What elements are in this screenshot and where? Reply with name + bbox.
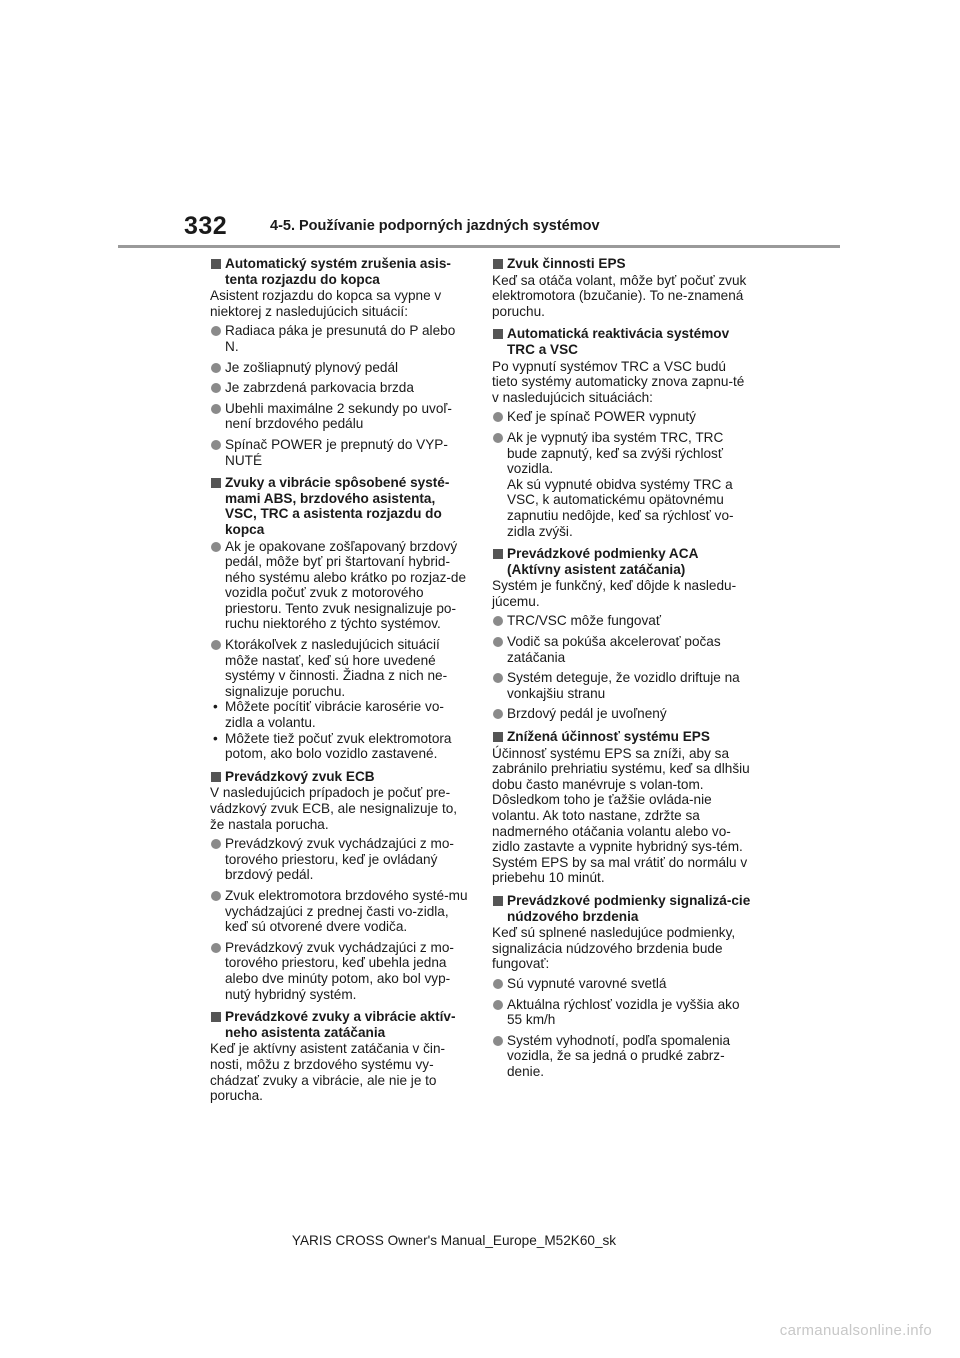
sub-item: • Môžete tiež počuť zvuk elektromotora potom, ako bolo vozidlo zastavené.: [210, 731, 468, 762]
bullet-text: Prevádzkový zvuk vychádzajúci z mo-torového priestoru, keď ubehla jedna alebo dve minúty potom, ako bol vyp-nutý hybridný systém.: [225, 939, 454, 1002]
content-section: [210, 769, 468, 1002]
section-heading: Prevádzkové podmienky signalizá-cie núdzového brzdenia: [492, 893, 754, 924]
section-paragraph: Účinnosť systému EPS sa zníži, aby sa zabránilo prehriatiu systému, keď sa dlhšiu dobu často manévruje s volan-tom. Dôsledkom toho je ťažšie ovláda-nie volantu. Ak toto nastane, zdržte sa nadmerného otáčania volantu alebo vo-zidlo zastavte a vypnite hybridný sys-tém. Systém EPS by sa mal vrátiť do normálu v priebehu 10 minút.: [492, 745, 750, 886]
section-heading: Prevádzkový zvuk ECB: [210, 769, 468, 785]
section-paragraph: Asistent rozjazdu do kopca sa vypne v niektorej z nasledujúcich situácií:: [210, 288, 442, 319]
bullet-text: Radiaca páka je presunutá do P alebo N.: [225, 323, 456, 354]
bullet-item: [492, 430, 754, 539]
bullet-list: [210, 539, 468, 762]
bullet-item: [210, 940, 468, 1002]
content-section: [492, 326, 754, 539]
bullet-item: [492, 613, 754, 629]
section-paragraph: Systém je funkčný, keď dôjde k nasledu-júcemu.: [492, 578, 737, 609]
sub-list: [210, 699, 468, 761]
section-paragraph: Keď sa otáča volant, môže byť počuť zvuk elektromotora (bzučanie). To ne-znamená poruchu.: [492, 272, 747, 319]
section-paragraph: V nasledujúcich prípadoch je počuť pre-vádzkový zvuk ECB, ale nesignalizuje to, že nastala porucha.: [210, 785, 458, 832]
bullet-text: Je zošliapnutý plynový pedál: [225, 359, 399, 375]
bullet-text: Zvuk elektromotora brzdového systé-mu vychádzajúci z prednej časti vo-zidla, keď sú otvorené dvere vodiča.: [225, 887, 468, 935]
bullet-item: [492, 1033, 754, 1080]
content-section: [492, 546, 754, 722]
bullet-text: Systém deteguje, že vozidlo driftuje na vonkajšiu stranu: [507, 670, 740, 701]
content-section: [492, 729, 754, 886]
header-rule: [118, 245, 840, 248]
bullet-item: [492, 706, 754, 722]
page-footer: [0, 1233, 960, 1248]
sub-item: • Môžete pocítiť vibrácie karosérie vo-zidla a volantu.: [210, 699, 468, 730]
bullet-item: [210, 401, 468, 432]
bullet-extra-text: Ak sú vypnuté obidva systémy TRC a VSC, k automatickému opätovnému zapnutiu nedôjde, keď sa rýchlosť vo-zidla zvýši.: [507, 476, 734, 539]
bullet-text: Brzdový pedál je uvoľnený: [507, 706, 667, 722]
bullet-list: [492, 613, 754, 722]
section-paragraph: Po vypnutí systémov TRC a VSC budú tieto systémy automaticky znova zapnu-té v nasledujúcich situáciách:: [492, 358, 745, 405]
bullet-text: Je zabrzdená parkovacia brzda: [225, 380, 414, 396]
section-heading: Zvuk činnosti EPS: [492, 256, 754, 272]
bullet-text: Keď je spínač POWER vypnutý: [507, 409, 696, 425]
bullet-item: [210, 360, 468, 376]
bullet-list: [492, 976, 754, 1080]
bullet-list: [210, 836, 468, 1002]
section-heading: Zvuky a vibrácie spôsobené systé-mami ABS, brzdového asistenta, VSC, TRC a asistenta rozjazdu do kopca: [210, 475, 468, 537]
bullet-item: [492, 976, 754, 992]
section-title: 4-5. Používanie podporných jazdných systémov: [270, 218, 600, 234]
bullet-item: [492, 670, 754, 701]
bullet-text: Spínač POWER je prepnutý do VYP-NUTÉ: [225, 436, 448, 468]
bullet-text: Ak je opakovane zošľapovaný brzdový pedál, môže byť pri štartovaní hybrid-ného systému alebo krátko po rozjaz-de vozidla počuť zvuk z motorového priestoru. Tento zvuk nesignalizuje po-ruchu niektorého z týchto systémov.: [225, 538, 467, 632]
bullet-text: Ktorákoľvek z nasledujúcich situácií môže nastať, keď sú hore uvedené systémy v činnosti. Žiadna z nich ne-signalizuje poruchu.: [225, 637, 448, 699]
bullet-list: [210, 323, 468, 468]
bullet-text: TRC/VSC môže fungovať: [507, 613, 661, 629]
bullet-item: [492, 634, 754, 665]
bullet-item: [210, 323, 468, 354]
content-section: [492, 256, 754, 319]
section-heading: Automatická reaktivácia systémov TRC a VSC: [492, 326, 754, 357]
right-column: [492, 256, 754, 1087]
section-heading: Znížená účinnosť systému EPS: [492, 729, 754, 745]
footer-text: YARIS CROSS Owner's Manual_Europe_M52K60_sk: [291, 1233, 617, 1248]
left-column: [210, 256, 468, 1111]
content-section: [210, 256, 468, 468]
bullet-text: Aktuálna rýchlosť vozidla je vyššia ako 55 km/h: [507, 996, 740, 1028]
bullet-text: Sú vypnuté varovné svetlá: [507, 975, 667, 991]
bullet-text: Systém vyhodnotí, podľa spomalenia vozidla, že sa jedná o prudké zabrz-denie.: [507, 1032, 731, 1079]
bullet-item: [210, 380, 468, 396]
section-paragraph: Keď je aktívny asistent zatáčania v čin-nosti, môžu z brzdového systému vy-chádzať zvuky a vibrácie, ale nie je to porucha.: [210, 1041, 446, 1104]
bullet-item: [210, 836, 468, 883]
content-section: [210, 1009, 468, 1104]
bullet-list: [492, 409, 754, 539]
page-header: [0, 0, 960, 250]
bullet-item: [492, 997, 754, 1028]
section-paragraph: Keď sú splnené nasledujúce podmienky, signalizácia núdzového brzdenia bude fungovať:: [492, 925, 736, 972]
watermark: carmanualsonline.info: [779, 1322, 932, 1339]
page-number: 332: [184, 212, 228, 240]
section-heading: Prevádzkové zvuky a vibrácie aktív-neho asistenta zatáčania: [210, 1009, 468, 1040]
bullet-item: [210, 888, 468, 935]
content-section: [210, 475, 468, 762]
bullet-text: Vodič sa pokúša akcelerovať počas zatáčania: [507, 634, 721, 665]
bullet-item: [210, 437, 468, 468]
bullet-item: [210, 637, 468, 762]
bullet-text: Ak je vypnutý iba systém TRC, TRC bude zapnutý, keď sa zvýši rýchlosť vozidla.: [507, 429, 724, 477]
content-section: [492, 893, 754, 1080]
bullet-text: Ubehli maximálne 2 sekundy po uvoľ-není brzdového pedálu: [225, 400, 452, 432]
bullet-text: Prevádzkový zvuk vychádzajúci z mo-torového priestoru, keď je ovládaný brzdový pedál.: [225, 836, 454, 883]
bullet-item: [210, 539, 468, 633]
bullet-item: [492, 409, 754, 425]
section-heading: Prevádzkové podmienky ACA (Aktívny asistent zatáčania): [492, 546, 754, 577]
section-heading: Automatický systém zrušenia asis-tenta rozjazdu do kopca: [210, 256, 468, 287]
